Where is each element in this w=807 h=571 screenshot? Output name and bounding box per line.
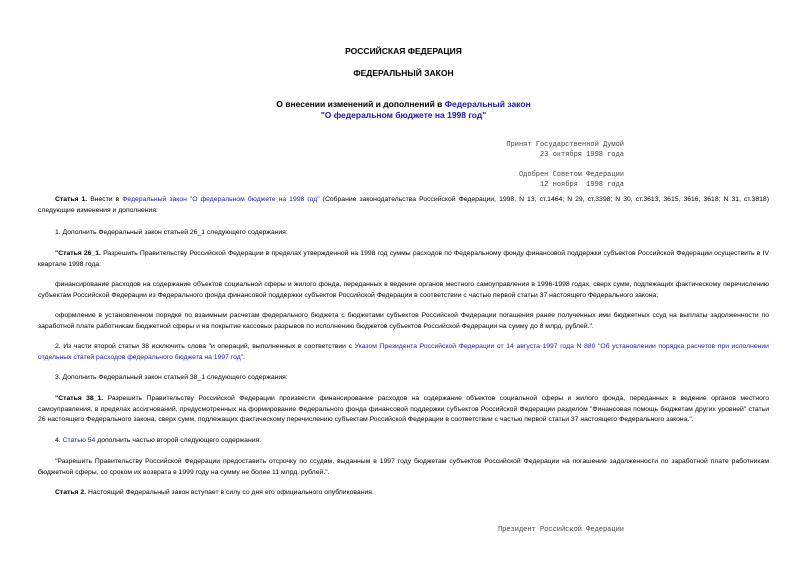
law-title-line2 [0,110,807,121]
president-signature-title: Президент Российской Федерации [497,526,624,534]
article2 [38,488,769,499]
item4-quote: "Разрешить Правительству Российской Федерации предоставить отсрочку по ссудам, выданным в 1997 году бюджетам субъектов Российской Федерации на погашение задолженности по заработной плате работникам бюджетной сферы, со сроком их возврата в 1999 году на сумму не более 11 млрд. рублей.". [38,458,769,476]
article1-intro-rest: (Собрание законодательства Российской Федерации, 1998, N 13, ст.1464; N 29, ст.3398; N 30, ст.3613, 3615, 3616, 3618; N 31, ст.3818) следующие изменения и дополнения: [38,196,769,214]
article1-intro-text: Внести в [87,196,123,203]
article38-1-text: Разрешить Правительству Российской Федерации произвести финансирование расходов на содержание объектов социальной сферы и жилого фонда, переданных в ведение органов местного самоуправления, в пределах ассигнований, предусмотренных на формирование Федерального фонда финансовой поддержки субъектов Российской Федерации разделом "Финансовая помощь бюджетам других уровней" статьи 26 настоящего Федерального закона, сверх сумм, подлежащих фактическому перечислению субъектам Российской Федерации в соответствии с частью первой статьи 37 настоящего Федерального закона.". [38,395,769,423]
article26-1-para2: оформление в установленном порядке по взаимным расчетам федерального бюджета с бюджетами субъектов Российской Федерации погашения ранее полученных ими бюджетных ссуд на выплаты задолженности по заработной плате работникам бюджетной сферы и на покрытие кассовых разрывов по исполнению бюджетов субъектов Российской Федерации на сумму до 8 млрд. рублей.". [38,312,769,330]
item2 [38,342,769,363]
country-heading: РОССИЙСКАЯ ФЕДЕРАЦИЯ [345,46,462,56]
duma-adoption-line2: 23 октября 1998 года [539,151,624,159]
item4-text: дополнить частью второй следующего содержания: [95,437,262,444]
decree-title-link[interactable]: "Об установлении порядка расчетов при исполнении отдельных статей расходов федерального бюджета на 1997 год" [38,343,769,361]
article26-1 [38,249,769,270]
budget-law-link[interactable]: Федеральный закон "О федеральном бюджете на 1998 год" [122,196,320,203]
law-title-line1 [0,99,807,110]
item3: 3. Дополнить Федеральный закон статьей 38_1 следующего содержания: [55,374,288,381]
article1-label: Статья 1. [55,196,88,203]
federal-law-link[interactable]: Федеральный закон [444,99,531,109]
council-approval-line2: 12 ноября 1998 года [539,181,624,189]
law-title-prefix: О внесении изменений и дополнений в [276,99,445,109]
item1: 1. Дополнить Федеральный закон статьей 26_1 следующего содержания: [55,229,288,236]
item4 [38,436,769,447]
item2-end: . [243,353,246,361]
article2-label: Статья 2. [55,489,87,496]
article1-intro [38,195,769,216]
article26-1-text: Разрешить Правительству Российской Федерации в пределах утвержденной на 1998 год суммы расходов по Федеральному фонду финансовой поддержки субъектов Российской Федерации осуществить в IV квартале 1998 года: [38,250,769,268]
duma-adoption-line1: Принят Государственной Думой [506,141,624,149]
article54-link[interactable]: Статью 54 [62,437,96,444]
article2-text: Настоящий Федеральный закон вступает в силу со дня его официального опубликования. [86,489,374,496]
article26-1-para1: финансирование расходов на содержание объектов социальной сферы и жилого фонда, переданных в ведение органов местного самоуправления в 1996-1998 годах, сверх сумм, подлежащих фактическому перечислению субъектам Российской Федерации из Федерального фонда финансовой поддержки субъектов Российской Федерации в соответствии с частью первой статьи 37 настоящего Федерального закона; [38,281,769,299]
article38-1 [38,394,769,426]
item2-text: 2. Из части второй статьи 38 исключить слова "и операций, выполненных в соответствии с [55,343,355,350]
item4-number: 4. [55,437,63,444]
doc-type-heading: ФЕДЕРАЛЬНЫЙ ЗАКОН [353,68,454,78]
presidential-decree-link[interactable]: Указом Президента Российской Федерации от 14 августа 1997 года N 880 [354,343,596,350]
council-approval-line1: Одобрен Советом Федерации [518,171,624,179]
budget-law-title-link[interactable]: "О федеральном бюджете на 1998 год" [320,110,487,120]
article26-1-label: "Статья 26_1. [55,250,101,257]
article38-1-label: "Статья 38_1. [55,395,104,402]
